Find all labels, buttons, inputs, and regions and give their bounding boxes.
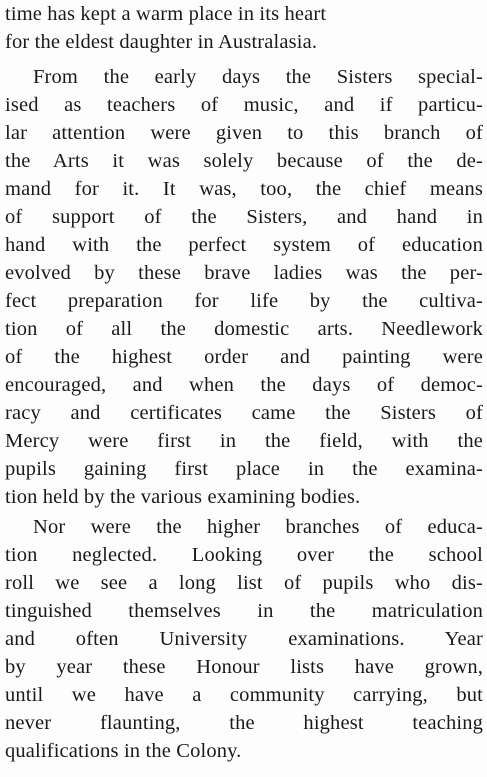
text-line: encouraged, and when the days of democ- <box>5 374 483 396</box>
text-line: tinguished themselves in the matriculation <box>5 600 483 622</box>
text-line: evolved by these brave ladies was the per- <box>5 262 483 284</box>
text-line: pupils gaining first place in the examina- <box>5 458 483 480</box>
text-line: never flaunting, the highest teaching <box>5 712 483 734</box>
text-line: tion of all the domestic arts. Needlework <box>5 318 483 340</box>
paragraph-first-line: From the early days the Sisters special- <box>33 66 483 88</box>
text-line: mand for it. It was, too, the chief means <box>5 178 483 200</box>
paragraph-first-line: Nor were the higher branches of educa- <box>33 516 483 538</box>
text-line: tion held by the various examining bodies. <box>5 486 361 508</box>
text-line: and often University examinations. Year <box>5 628 483 650</box>
text-line: of the highest order and painting were <box>5 346 483 368</box>
text-line: by year these Honour lists have grown, <box>5 656 483 678</box>
text-line: until we have a community carrying, but <box>5 684 483 706</box>
text-line: time has kept a warm place in its heart <box>5 3 327 25</box>
text-line: lar attention were given to this branch of <box>5 122 483 144</box>
text-line: ised as teachers of music, and if particu- <box>5 94 483 116</box>
text-line: hand with the perfect system of education <box>5 234 483 256</box>
text-line: fect preparation for life by the cultiva- <box>5 290 483 312</box>
text-line: Mercy were first in the field, with the <box>5 430 483 452</box>
text-line: qualifications in the Colony. <box>5 740 242 762</box>
text-line: of support of the Sisters, and hand in <box>5 206 483 228</box>
text-line: roll we see a long list of pupils who dis- <box>5 572 483 594</box>
text-line: tion neglected. Looking over the school <box>5 544 483 566</box>
text-line: for the eldest daughter in Australasia. <box>5 31 318 53</box>
text-line: the Arts it was solely because of the de- <box>5 150 483 172</box>
text-line: racy and certificates came the Sisters of <box>5 402 483 424</box>
